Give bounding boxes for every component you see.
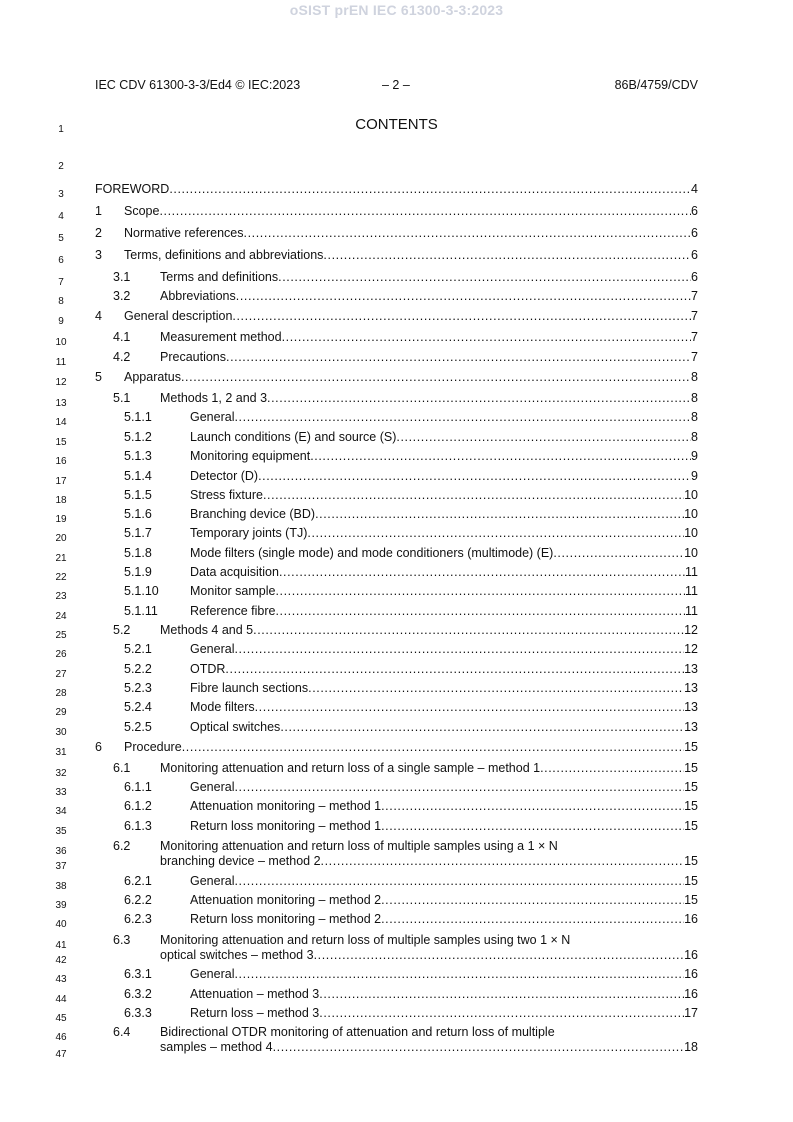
toc-page-number: 10 xyxy=(684,507,698,521)
toc-entry-number: 5.1.2 xyxy=(124,430,152,444)
toc-entry-title: Attenuation monitoring – method 2 xyxy=(190,893,382,907)
toc-page-number: 9 xyxy=(691,449,698,463)
line-number: 22 xyxy=(55,572,67,583)
line-number: 15 xyxy=(55,437,67,448)
toc-page-number: 18 xyxy=(684,1040,698,1054)
line-number: 43 xyxy=(55,974,67,985)
toc-page-number: 7 xyxy=(691,289,698,303)
toc-entry[interactable] xyxy=(95,330,698,345)
toc-entry-title: Return loss monitoring – method 2 xyxy=(190,912,382,926)
toc-page-number: 8 xyxy=(691,410,698,424)
toc-entry-number: 5.1 xyxy=(113,391,131,405)
toc-leader-dots xyxy=(319,1006,684,1021)
toc-page-number: 6 xyxy=(691,204,698,218)
toc-leader-dots xyxy=(540,761,684,776)
toc-page-number: 16 xyxy=(684,912,698,926)
toc-entry-number: 6.1.3 xyxy=(124,819,152,833)
toc-entry-number: 5.1.7 xyxy=(124,526,152,540)
line-number: 26 xyxy=(55,649,67,660)
toc-entry-number: 6.1 xyxy=(113,761,131,775)
toc-entry[interactable] xyxy=(95,565,698,580)
toc-page-number: 10 xyxy=(684,488,698,502)
toc-page-number: 15 xyxy=(684,799,698,813)
toc-leader-dots xyxy=(396,430,691,445)
toc-entry-number: 5.1.9 xyxy=(124,565,152,579)
toc-entry[interactable] xyxy=(95,182,698,197)
toc-page-number: 8 xyxy=(691,391,698,405)
toc-entry-title: General xyxy=(190,642,235,656)
toc-leader-dots xyxy=(159,204,691,219)
toc-entry-number: 5.2.5 xyxy=(124,720,152,734)
line-number: 8 xyxy=(58,296,64,307)
toc-page-number: 16 xyxy=(684,987,698,1001)
toc-entry[interactable] xyxy=(95,681,698,696)
toc-entry-number: 5.2 xyxy=(113,623,131,637)
toc-entry-number: 3 xyxy=(95,248,102,262)
line-number: 38 xyxy=(55,881,67,892)
toc-entry-title: Attenuation monitoring – method 1 xyxy=(190,799,382,813)
toc-entry-title: Methods 4 and 5 xyxy=(160,623,254,637)
toc-page-number: 13 xyxy=(684,681,698,695)
line-number: 11 xyxy=(55,357,67,368)
toc-leader-dots xyxy=(253,623,684,638)
toc-entry[interactable] xyxy=(95,309,698,324)
line-number: 46 xyxy=(55,1032,67,1043)
toc-leader-dots xyxy=(278,270,691,285)
toc-leader-dots xyxy=(236,289,691,304)
toc-page-number: 11 xyxy=(685,604,698,618)
toc-entry-number: 5 xyxy=(95,370,102,384)
toc-entry-number: 6.2.1 xyxy=(124,874,152,888)
line-number: 5 xyxy=(58,233,64,244)
toc-leader-dots xyxy=(267,391,691,406)
toc-leader-dots xyxy=(255,700,684,715)
toc-entry-number: 5.2.4 xyxy=(124,700,152,714)
toc-entry[interactable] xyxy=(95,546,698,561)
toc-entry[interactable] xyxy=(95,761,698,776)
toc-page-number: 4 xyxy=(691,182,698,196)
line-number: 2 xyxy=(58,161,64,172)
toc-page-number: 16 xyxy=(684,948,698,962)
header-reference: 86B/4759/CDV xyxy=(614,78,698,92)
toc-leader-dots xyxy=(321,854,685,869)
toc-entry-title: Bidirectional OTDR monitoring of attenuation and return loss of multiple xyxy=(160,1025,555,1039)
toc-entry-number: 6.1.2 xyxy=(124,799,152,813)
toc-entry[interactable] xyxy=(95,469,698,484)
toc-entry[interactable] xyxy=(95,1006,698,1021)
line-number: 32 xyxy=(55,768,67,779)
toc-entry-number: 5.1.3 xyxy=(124,449,152,463)
line-number: 20 xyxy=(55,533,67,544)
toc-entry-title: Return loss monitoring – method 1 xyxy=(190,819,382,833)
toc-leader-dots xyxy=(280,720,684,735)
toc-page-number: 8 xyxy=(691,370,698,384)
toc-entry-title: General xyxy=(190,410,235,424)
line-number: 24 xyxy=(55,611,67,622)
toc-entry[interactable] xyxy=(95,430,698,445)
watermark: oSIST prEN IEC 61300-3-3:2023 xyxy=(289,2,504,18)
line-number: 33 xyxy=(55,787,67,798)
toc-entry-number: 6.3.1 xyxy=(124,967,152,981)
toc-entry-title: Launch conditions (E) and source (S) xyxy=(190,430,397,444)
toc-entry-title: Abbreviations xyxy=(160,289,236,303)
line-number: 9 xyxy=(58,316,64,327)
toc-entry[interactable] xyxy=(95,720,698,735)
toc-entry[interactable] xyxy=(95,488,698,503)
toc-entry-title: Optical switches xyxy=(190,720,281,734)
line-number: 34 xyxy=(55,806,67,817)
toc-leader-dots xyxy=(226,350,691,365)
line-number: 39 xyxy=(55,900,67,911)
line-number: 45 xyxy=(55,1013,67,1024)
toc-entry-title: Mode filters (single mode) and mode conditioners (multimode) (E) xyxy=(190,546,554,560)
toc-page-number: 13 xyxy=(684,662,698,676)
toc-entry[interactable] xyxy=(95,623,698,638)
toc-page-number: 11 xyxy=(685,565,698,579)
toc-entry-title: Return loss – method 3 xyxy=(190,1006,320,1020)
toc-leader-dots xyxy=(315,507,684,522)
toc-entry-number: 4 xyxy=(95,309,102,323)
toc-page-number: 13 xyxy=(684,700,698,714)
toc-page-number: 16 xyxy=(684,967,698,981)
line-number: 16 xyxy=(55,456,67,467)
toc-entry-title: Measurement method xyxy=(160,330,282,344)
toc-entry[interactable] xyxy=(95,449,698,464)
toc-entry-title: Procedure xyxy=(124,740,182,754)
toc-leader-dots xyxy=(234,967,684,982)
line-number: 27 xyxy=(55,669,67,680)
toc-entry-number: 1 xyxy=(95,204,102,218)
toc-entry-number: 5.2.3 xyxy=(124,681,152,695)
toc-leader-dots xyxy=(234,780,684,795)
line-number: 12 xyxy=(55,377,67,388)
toc-entry-title: OTDR xyxy=(190,662,226,676)
toc-page-number: 12 xyxy=(684,642,698,656)
toc-leader-dots xyxy=(275,584,685,599)
line-number: 36 xyxy=(55,846,67,857)
toc-entry-title: Mode filters xyxy=(190,700,255,714)
toc-entry-title: Detector (D) xyxy=(190,469,259,483)
toc-entry[interactable] xyxy=(95,967,698,982)
toc-entry-number: 4.2 xyxy=(113,350,131,364)
toc-entry[interactable] xyxy=(95,410,698,425)
toc-entry-number: 5.1.1 xyxy=(124,410,152,424)
toc-leader-dots xyxy=(308,681,684,696)
toc-entry[interactable] xyxy=(95,226,698,241)
toc-entry-title: Monitoring equipment xyxy=(190,449,311,463)
toc-entry[interactable] xyxy=(95,204,698,219)
line-number: 13 xyxy=(55,398,67,409)
line-number: 14 xyxy=(55,417,67,428)
toc-entry-title: General description xyxy=(124,309,233,323)
toc-entry-title: General xyxy=(190,967,235,981)
toc-entry-title: Temporary joints (TJ) xyxy=(190,526,308,540)
line-number: 4 xyxy=(58,211,64,222)
toc-page-number: 15 xyxy=(684,893,698,907)
toc-entry-number: 6.2.2 xyxy=(124,893,152,907)
toc-entry-number: 5.1.8 xyxy=(124,546,152,560)
toc-leader-dots xyxy=(232,309,691,324)
toc-leader-dots xyxy=(273,1040,685,1055)
toc-entry-title: Monitoring attenuation and return loss of multiple samples using a 1 × N xyxy=(160,839,558,853)
toc-entry[interactable] xyxy=(95,740,698,755)
toc-entry-title: Attenuation – method 3 xyxy=(190,987,320,1001)
toc-entry-title: Monitoring attenuation and return loss of multiple samples using two 1 × N xyxy=(160,933,571,947)
toc-leader-dots xyxy=(234,642,684,657)
toc-entry[interactable] xyxy=(95,987,698,1002)
line-number: 25 xyxy=(55,630,67,641)
toc-leader-dots xyxy=(307,526,684,541)
line-number: 18 xyxy=(55,495,67,506)
toc-leader-dots xyxy=(263,488,684,503)
toc-leader-dots xyxy=(234,410,691,425)
toc-page-number: 6 xyxy=(691,248,698,262)
toc-entry[interactable] xyxy=(95,893,698,908)
toc-entry-number: 6 xyxy=(95,740,102,754)
toc-page-number: 13 xyxy=(684,720,698,734)
toc-leader-dots xyxy=(310,449,691,464)
toc-entry[interactable] xyxy=(95,370,698,385)
line-number: 10 xyxy=(55,337,67,348)
toc-leader-dots xyxy=(314,948,685,963)
line-number: 35 xyxy=(55,826,67,837)
toc-page-number: 15 xyxy=(684,780,698,794)
toc-entry-title: Normative references xyxy=(124,226,244,240)
toc-page-number: 11 xyxy=(685,584,698,598)
toc-entry-title: Monitor sample xyxy=(190,584,276,598)
toc-entry-title-continued: optical switches – method 3 xyxy=(160,948,314,962)
toc-entry-number: 4.1 xyxy=(113,330,131,344)
line-number: 23 xyxy=(55,591,67,602)
toc-entry[interactable] xyxy=(95,874,698,889)
line-number: 42 xyxy=(55,955,67,966)
toc-page-number: 10 xyxy=(684,546,698,560)
toc-entry-title: Methods 1, 2 and 3 xyxy=(160,391,268,405)
toc-entry-number: 6.3.3 xyxy=(124,1006,152,1020)
toc-entry[interactable] xyxy=(95,780,698,795)
toc-entry[interactable] xyxy=(95,642,698,657)
toc-page-number: 15 xyxy=(684,740,698,754)
line-number: 41 xyxy=(55,940,67,951)
toc-entry-number: 3.2 xyxy=(113,289,131,303)
line-number: 29 xyxy=(55,707,67,718)
toc-entry-title: Apparatus xyxy=(124,370,181,384)
line-number: 47 xyxy=(55,1049,67,1060)
toc-entry[interactable] xyxy=(95,912,698,927)
toc-leader-dots xyxy=(282,330,691,345)
toc-entry-number: 5.2.1 xyxy=(124,642,152,656)
toc-page-number: 15 xyxy=(684,819,698,833)
toc-entry[interactable] xyxy=(95,248,698,263)
toc-entry-title: Terms, definitions and abbreviations xyxy=(124,248,324,262)
line-number: 1 xyxy=(58,124,64,135)
toc-entry[interactable] xyxy=(95,507,698,522)
line-number: 40 xyxy=(55,919,67,930)
toc-entry[interactable] xyxy=(95,839,698,869)
toc-page-number: 9 xyxy=(691,469,698,483)
toc-page-number: 7 xyxy=(691,350,698,364)
line-number: 7 xyxy=(58,277,64,288)
toc-page-number: 12 xyxy=(684,623,698,637)
toc-entry-number: 5.1.10 xyxy=(124,584,159,598)
toc-page-number: 7 xyxy=(691,309,698,323)
toc-leader-dots xyxy=(275,604,685,619)
line-number: 28 xyxy=(55,688,67,699)
toc-page-number: 15 xyxy=(684,874,698,888)
toc-entry-number: 5.1.11 xyxy=(124,604,158,618)
toc-entry-number: 6.4 xyxy=(113,1025,131,1039)
toc-leader-dots xyxy=(381,819,684,834)
toc-entry-title: FOREWORD xyxy=(95,182,170,196)
toc-entry-title-continued: samples – method 4 xyxy=(160,1040,273,1054)
toc-entry-number: 6.2 xyxy=(113,839,131,853)
toc-entry-title: Scope xyxy=(124,204,160,218)
toc-entry[interactable] xyxy=(95,270,698,285)
toc-leader-dots xyxy=(279,565,685,580)
line-number: 37 xyxy=(55,861,67,872)
toc-leader-dots xyxy=(381,893,684,908)
toc-leader-dots xyxy=(225,662,684,677)
toc-entry[interactable] xyxy=(95,350,698,365)
toc-entry[interactable] xyxy=(95,526,698,541)
toc-entry-number: 5.1.6 xyxy=(124,507,152,521)
toc-entry-title: Branching device (BD) xyxy=(190,507,316,521)
toc-page-number: 17 xyxy=(684,1006,698,1020)
toc-leader-dots xyxy=(258,469,691,484)
toc-entry[interactable] xyxy=(95,391,698,406)
toc-entry[interactable] xyxy=(95,584,698,599)
toc-entry[interactable] xyxy=(95,819,698,834)
toc-leader-dots xyxy=(244,226,692,241)
line-number: 44 xyxy=(55,994,67,1005)
toc-entry-number: 5.1.4 xyxy=(124,469,152,483)
toc-leader-dots xyxy=(553,546,684,561)
toc-entry-title: Terms and definitions xyxy=(160,270,279,284)
line-number: 30 xyxy=(55,727,67,738)
toc-leader-dots xyxy=(381,912,684,927)
toc-entry-title-continued: branching device – method 2 xyxy=(160,854,321,868)
toc-entry-title: Fibre launch sections xyxy=(190,681,309,695)
toc-leader-dots xyxy=(169,182,691,197)
toc-entry[interactable] xyxy=(95,799,698,814)
line-number: 3 xyxy=(58,189,64,200)
toc-leader-dots xyxy=(181,370,691,385)
toc-entry-title: Reference fibre xyxy=(190,604,276,618)
line-number: 31 xyxy=(55,747,67,758)
toc-leader-dots xyxy=(182,740,684,755)
toc-page-number: 7 xyxy=(691,330,698,344)
toc-entry[interactable] xyxy=(95,1025,698,1055)
toc-entry[interactable] xyxy=(95,662,698,677)
line-number: 21 xyxy=(55,553,67,564)
header-document-id: IEC CDV 61300-3-3/Ed4 © IEC:2023 xyxy=(95,78,301,92)
toc-entry-title: Precautions xyxy=(160,350,227,364)
toc-page-number: 15 xyxy=(684,854,698,868)
toc-entry-number: 6.3.2 xyxy=(124,987,152,1001)
toc-entry-number: 5.2.2 xyxy=(124,662,152,676)
toc-entry-number: 6.1.1 xyxy=(124,780,152,794)
toc-entry-title: Data acquisition xyxy=(190,565,279,579)
line-number: 17 xyxy=(55,476,67,487)
line-number: 6 xyxy=(58,255,64,266)
toc-entry-title: General xyxy=(190,780,235,794)
toc-leader-dots xyxy=(381,799,684,814)
toc-leader-dots xyxy=(234,874,684,889)
toc-page-number: 10 xyxy=(684,526,698,540)
toc-entry-number: 2 xyxy=(95,226,102,240)
toc-entry-title: Monitoring attenuation and return loss of a single sample – method 1 xyxy=(160,761,541,775)
toc-page-number: 15 xyxy=(684,761,698,775)
toc-entry[interactable] xyxy=(95,933,698,963)
toc-entry-title: General xyxy=(190,874,235,888)
toc-entry[interactable] xyxy=(95,289,698,304)
header-page-number: – 2 – xyxy=(382,78,410,92)
toc-entry-number: 6.2.3 xyxy=(124,912,152,926)
toc-entry[interactable] xyxy=(95,700,698,715)
toc-page-number: 6 xyxy=(691,270,698,284)
toc-page-number: 6 xyxy=(691,226,698,240)
toc-entry-number: 5.1.5 xyxy=(124,488,152,502)
toc-leader-dots xyxy=(319,987,684,1002)
toc-leader-dots xyxy=(323,248,691,263)
toc-entry-number: 3.1 xyxy=(113,270,131,284)
toc-entry-number: 6.3 xyxy=(113,933,131,947)
line-number: 19 xyxy=(55,514,67,525)
toc-entry-title: Stress fixture xyxy=(190,488,263,502)
toc-entry[interactable] xyxy=(95,604,698,619)
toc-page-number: 8 xyxy=(691,430,698,444)
page-title: CONTENTS xyxy=(355,116,438,133)
